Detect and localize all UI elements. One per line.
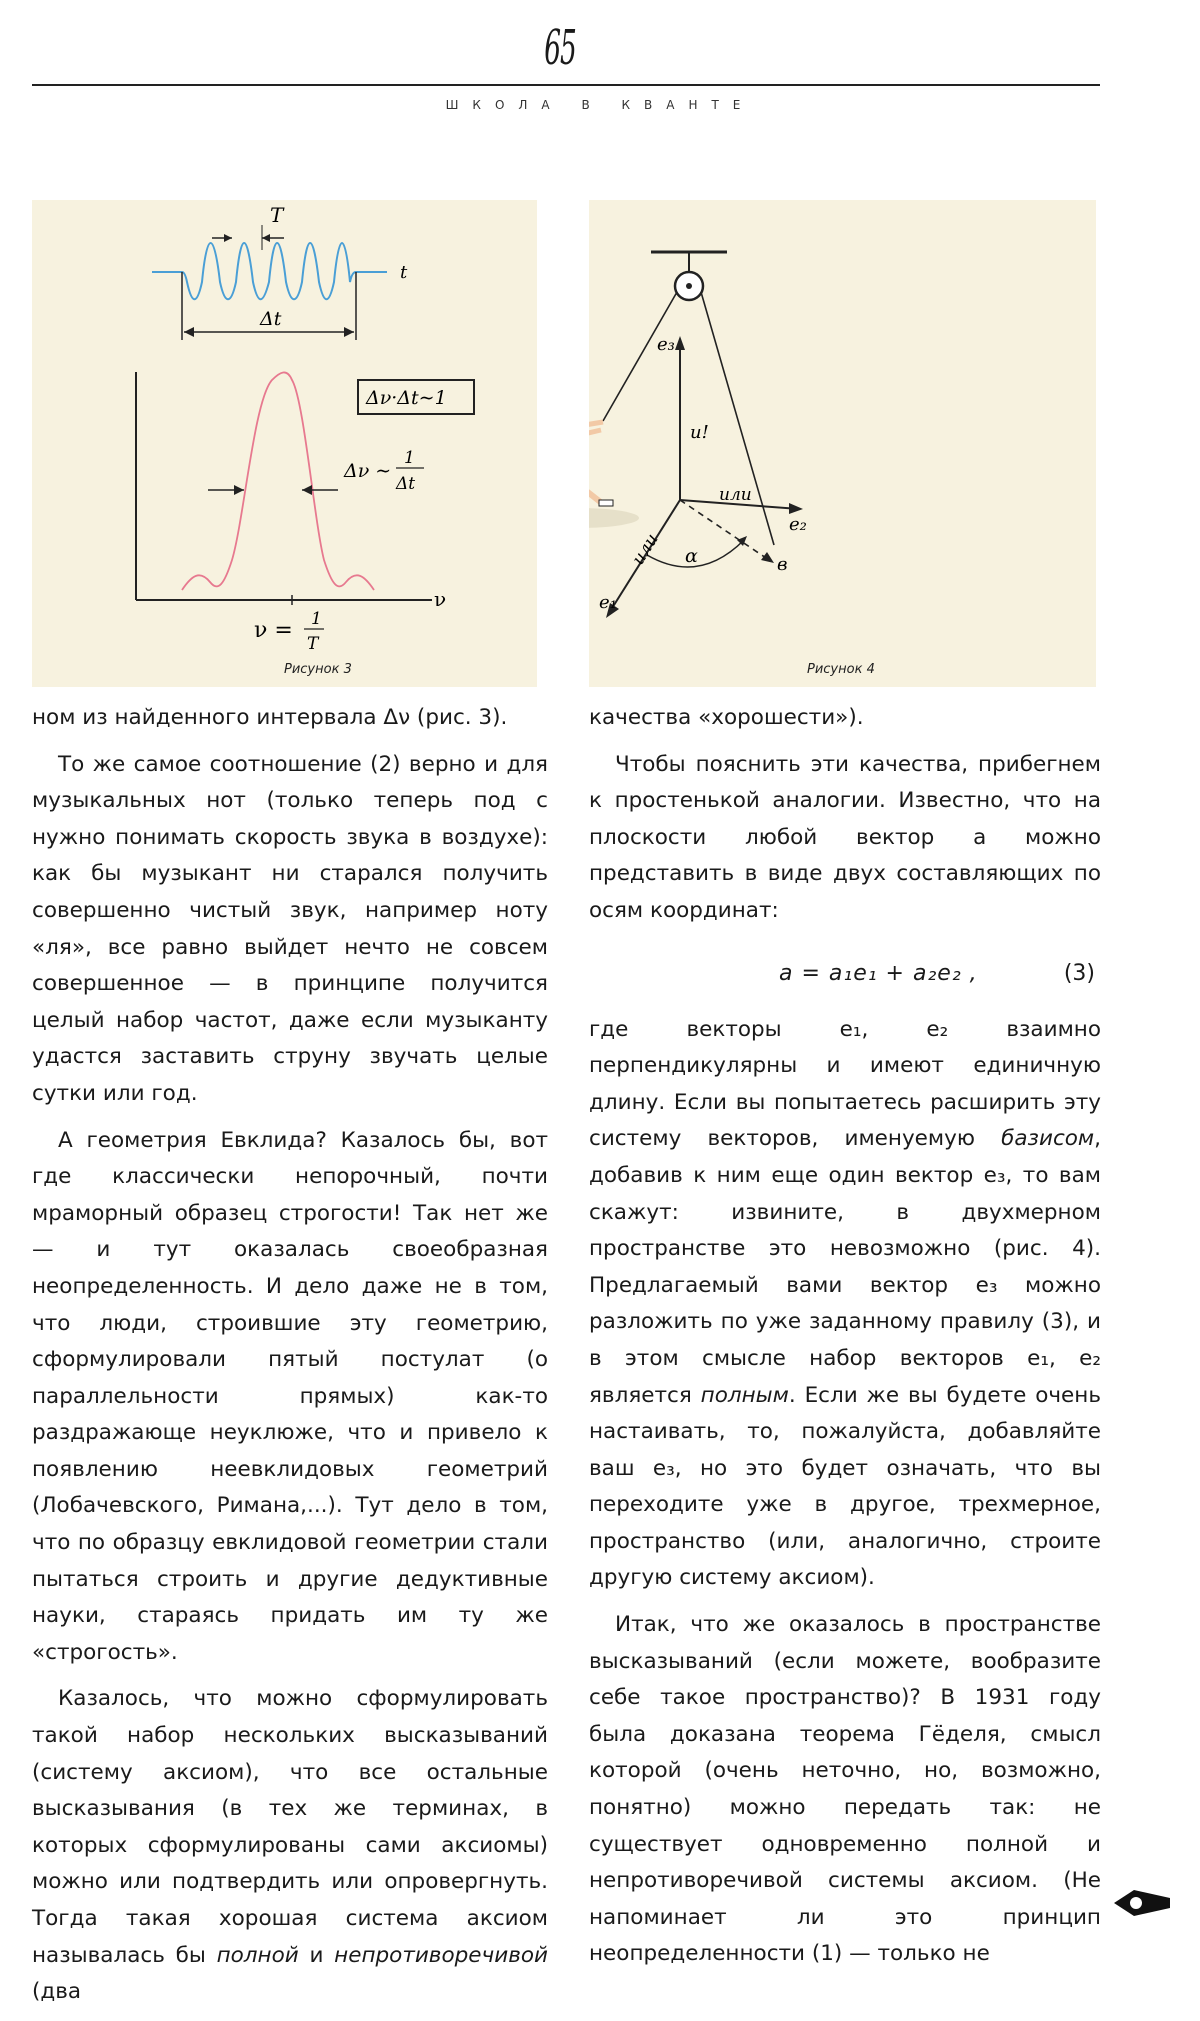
label-dnu: Δν ∼ <box>344 460 392 482</box>
figure-4-drawing <box>589 200 1096 687</box>
formula-text: a = a₁e₁ + a₂e₂ , <box>779 960 978 986</box>
section-title: ШКОЛА В КВАНТЕ <box>445 98 755 112</box>
label-t: t <box>400 262 408 283</box>
term-basis: базисом <box>1001 1126 1095 1152</box>
label-e1: e₁ <box>599 592 617 613</box>
left-paragraph-3: А геометрия Евклида? Казалось бы, вот где классически непорочный, почти мраморный образец строгости! Так нет же — и тут оказалась своеобразная неопределенность. И дело даже не в том, что люди, строившие эту геометрию, сформулировали пятый постулат (о параллельности прямых) как-то раздражающе неуклюже, что и привело к появлению неевклидовых геометрий (Лобачевского, Римана,...). Тут дело в том, что по образцу евклидовой геометрии стали пытаться строить и другие дедуктивные науки, стараясь придать им ту же «строгость». <box>32 1127 548 1665</box>
label-T: T <box>270 203 284 227</box>
label-ili-1: или <box>719 485 752 505</box>
figure-3 <box>32 200 537 687</box>
right-paragraph-3: где векторы e₁, e₂ взаимно перпендикулярны и имеют единичную длину. Если вы попытаетесь расширить эту систему векторов, именуемую базисом, добавив к ним еще один вектор e₃, то вам скажут: извините, в двухмерном пространстве это невозможно (рис. 4). Предлагаемый вами вектор e₃ можно разложить по уже заданному правилу (3), и в этом смысле набор векторов e₁, e₂ является полным. Если же вы будете очень настаивать, то, пожалуйста, добавляйте ваш e₃, но это будет означать, что вы переходите уже в другое, трехмерное, пространство (или, аналогично, строите другую систему аксиом). <box>589 1016 1101 1591</box>
left-paragraph-1: ном из найденного интервала Δν (рис. 3). <box>32 705 508 730</box>
figure-3-caption: Рисунок 3 <box>284 662 352 677</box>
left-paragraph-2: То же самое соотношение (2) верно и для музыкальных нот (только теперь под c нужно понимать скорость звука в воздухе): как бы музыкант ни старался получить совершенно чистый звук, например ноту «ля», все равно выйдет нечто не совсем совершенное — в принципе получится целый набор частот, даже если музыканту удастся заставить струну звучать целые сутки или год. <box>32 751 548 1106</box>
left-paragraph-4: Казалось, что можно сформулировать такой набор нескольких высказываний (систему аксиом), что все остальные высказывания (в тех же терминах, в которых сформулированы сами аксиомы) можно или подтвердить или опровергнуть. Тогда такая хорошая система аксиом называлась бы полной и непротиворечивой (два <box>32 1686 548 2005</box>
left-column <box>32 700 548 2021</box>
right-column <box>589 700 1101 1983</box>
label-nu-den: T <box>307 634 319 654</box>
figure-4-caption: Рисунок 4 <box>807 662 875 677</box>
figure-4 <box>589 200 1096 687</box>
header-rule <box>32 84 1100 86</box>
label-nu-num: 1 <box>311 609 322 629</box>
label-e3: e₃ <box>657 334 675 355</box>
label-u: u! <box>690 422 709 443</box>
formula-3 <box>589 944 1101 1008</box>
relation-text: Δν·Δt∼1 <box>366 387 447 409</box>
page-number: 65 <box>544 20 576 76</box>
term-complete: полной <box>216 1942 299 1968</box>
boy-figure <box>589 395 639 528</box>
label-ili-2: или <box>628 530 663 569</box>
term-complete-right: полным <box>700 1382 789 1408</box>
label-nu-eq: ν = <box>254 618 293 643</box>
right-paragraph-2: Чтобы пояснить эти качества, прибегнем к простенькой аналогии. Известно, что на плоскости любой вектор a можно представить в виде двух составляющих по осям координат: <box>589 751 1101 923</box>
label-dnu-den: Δt <box>396 474 416 494</box>
formula-number: (3) <box>1063 960 1095 986</box>
label-b: в <box>777 554 788 575</box>
figure-3-drawing <box>32 200 537 687</box>
term-consistent: непротиворечивой <box>334 1942 548 1968</box>
right-paragraph-4: Итак, что же оказалось в пространстве высказываний (если можете, вообразите себе такое пространство)? В 1931 году была доказана теорема Гёделя, смысл которой (очень неточно, но, возможно, понятно) можно передать так: не существует одновременно полной и непротиворечивой системы аксиом. (Не напоминает ли это принцип неопределенности (1) — только не <box>589 1612 1101 1967</box>
rope-left <box>603 292 677 421</box>
label-dnu-num: 1 <box>404 448 415 468</box>
wave-packet <box>152 243 387 299</box>
page-header <box>0 0 1200 130</box>
label-delta-t: Δt <box>260 308 282 330</box>
label-e2: e₂ <box>789 514 807 535</box>
right-paragraph-1: качества «хорошести»). <box>589 705 864 730</box>
continue-arrow-icon <box>1112 1886 1172 1920</box>
label-nu-axis: ν <box>434 587 447 611</box>
label-alpha: α <box>685 545 698 567</box>
